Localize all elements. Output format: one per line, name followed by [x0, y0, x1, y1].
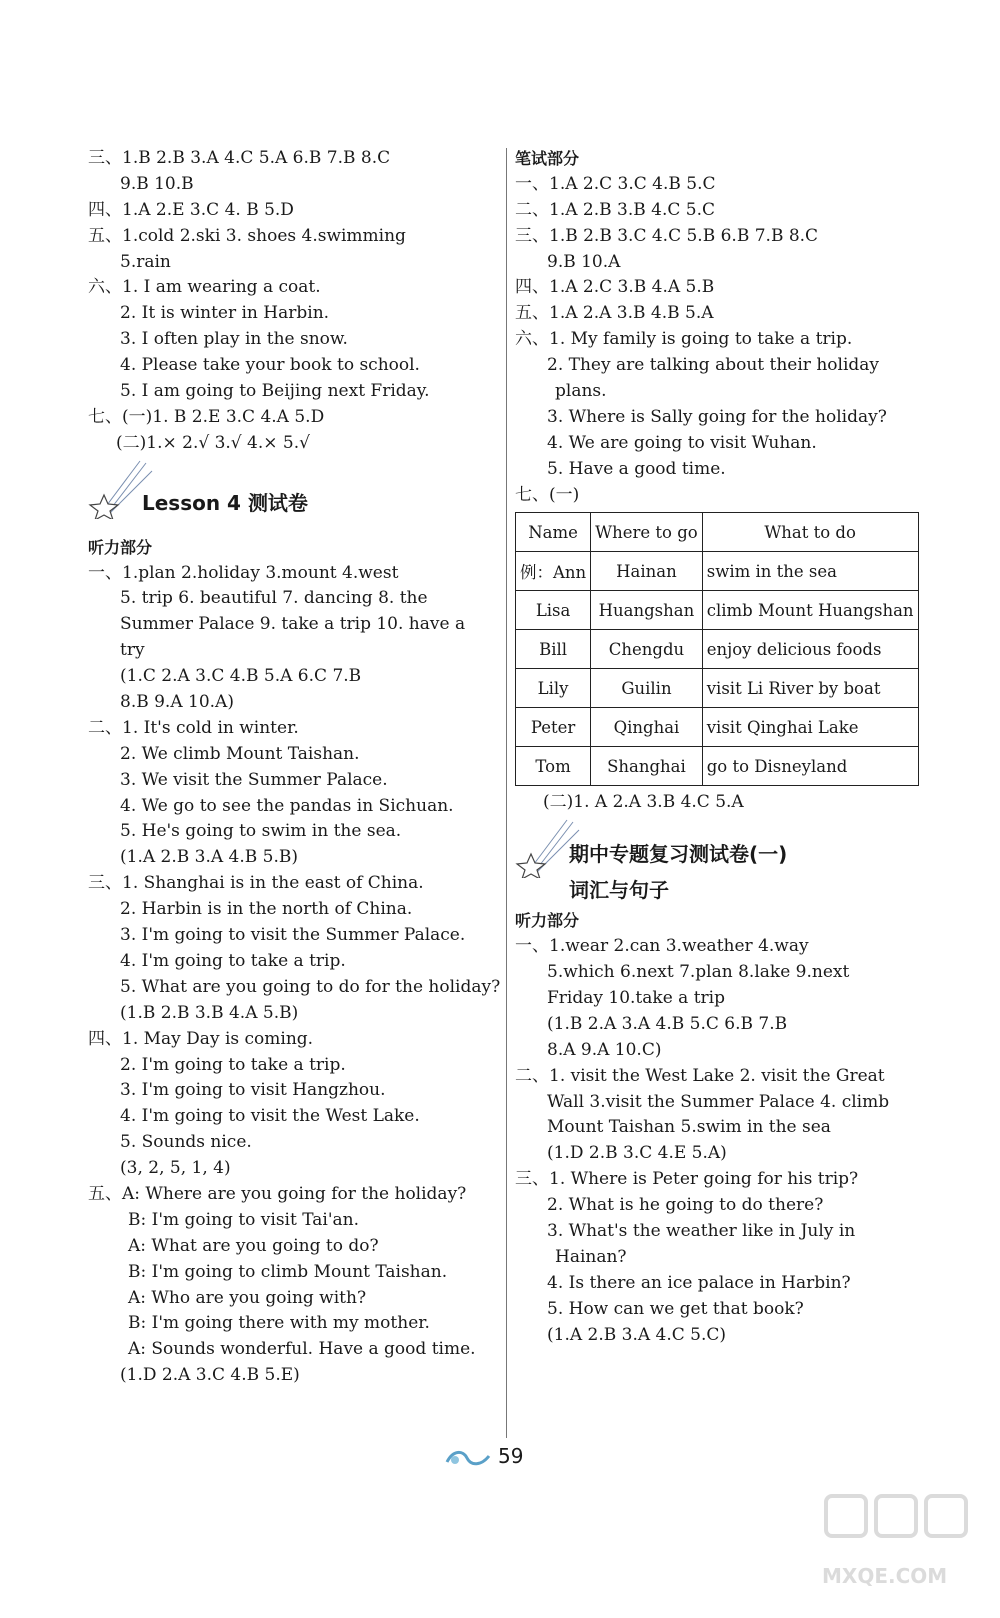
answer-line: 三、1.B 2.B 3.A 4.C 5.A 6.B 7.B 8.C — [88, 148, 391, 168]
answer-line: 二、1. visit the West Lake 2. visit the Great — [515, 1065, 885, 1086]
table-cell: enjoy delicious foods — [702, 630, 918, 669]
table-cell: 例：Ann — [516, 552, 591, 591]
table-header-row — [516, 513, 919, 552]
answer-line: (1.A 2.B 3.A 4.B 5.B) — [120, 847, 299, 868]
answer-line: 五、1.A 2.A 3.B 4.B 5.A — [515, 303, 714, 324]
answer-line: 二、1. It's cold in winter. — [88, 717, 299, 738]
midterm-title: 期中专题复习测试卷(一) — [569, 842, 788, 867]
listening-label: 听力部分 — [88, 537, 153, 557]
table-cell: visit Qinghai Lake — [702, 708, 918, 747]
table-row — [516, 747, 919, 786]
answer-line: 5. Sounds nice. — [120, 1132, 252, 1153]
lesson-title: Lesson 4 测试卷 — [142, 490, 308, 515]
answer-line: 3. What's the weather like in July in — [547, 1221, 856, 1242]
answer-line: 四、1.A 2.E 3.C 4. B 5.D — [88, 199, 294, 220]
answer-line: 一、1.A 2.C 3.C 4.B 5.C — [515, 173, 716, 194]
answer-line: 5. trip 6. beautiful 7. dancing 8. the — [120, 588, 428, 609]
answer-line: 一、1.plan 2.holiday 3.mount 4.west — [88, 562, 399, 583]
table-row — [516, 591, 919, 630]
answer-line: 四、1.A 2.C 3.B 4.A 5.B — [515, 277, 715, 298]
answer-line: 3. We visit the Summer Palace. — [120, 769, 388, 790]
answer-line: 三、1. Shanghai is in the east of China. — [88, 873, 424, 894]
table-header-what: What to do — [702, 513, 918, 552]
answer-line: 2. I'm going to take a trip. — [120, 1054, 346, 1075]
table-header-name: Name — [516, 513, 591, 552]
answer-line: 3. Where is Sally going for the holiday? — [547, 406, 887, 427]
table-cell: swim in the sea — [702, 552, 918, 591]
table-cell: Guilin — [591, 669, 703, 708]
answer-line: A: What are you going to do? — [128, 1235, 379, 1256]
answer-line: 七、(一)1. B 2.E 3.C 4.A 5.D — [88, 406, 325, 427]
answer-line: 5.which 6.next 7.plan 8.lake 9.next — [547, 962, 850, 983]
answer-line: (1.A 2.B 3.A 4.C 5.C) — [547, 1324, 727, 1345]
answer-line: 5. Have a good time. — [547, 458, 726, 479]
answer-line: 三、1.B 2.B 3.C 4.C 5.B 6.B 7.B 8.C — [515, 225, 819, 246]
answer-line: 9.B 10.A — [547, 251, 621, 272]
answer-line: 5. How can we get that book? — [547, 1298, 804, 1319]
answer-line: 8.B 9.A 10.A) — [120, 692, 234, 713]
table-row — [516, 630, 919, 669]
table-followup-answers: (二)1. A 2.A 3.B 4.C 5.A — [543, 792, 744, 813]
answer-line: (3, 2, 5, 1, 4) — [120, 1158, 231, 1179]
answer-line: 9.B 10.B — [120, 173, 194, 194]
table-cell: Qinghai — [591, 708, 703, 747]
answer-line: 3. I often play in the snow. — [120, 329, 348, 350]
table-row — [516, 552, 919, 591]
answer-line: 五、A: Where are you going for the holiday? — [88, 1183, 467, 1204]
answer-line: 5. I am going to Beijing next Friday. — [120, 381, 430, 402]
table-cell: visit Li River by boat — [702, 669, 918, 708]
lesson-heading — [88, 457, 503, 535]
table-cell: Lisa — [516, 591, 591, 630]
table-row — [516, 708, 919, 747]
answer-line: 5. What are you going to do for the holiday? — [120, 976, 501, 997]
answer-line: A: Sounds wonderful. Have a good time. — [128, 1339, 476, 1360]
answer-line: 4. Is there an ice palace in Harbin? — [547, 1272, 851, 1293]
answer-line: Mount Taishan 5.swim in the sea — [547, 1117, 831, 1138]
answer-line: 2. They are talking about their holiday — [547, 355, 880, 376]
site-watermark — [822, 1488, 972, 1588]
answer-line: 六、1. My family is going to take a trip. — [515, 329, 853, 350]
table-cell: Lily — [516, 669, 591, 708]
answer-list — [88, 146, 503, 457]
midterm-subtitle: 词汇与句子 — [569, 878, 669, 903]
left-column — [88, 146, 503, 1389]
answer-line: 一、1.wear 2.can 3.weather 4.way — [515, 936, 809, 957]
answer-line: 2. What is he going to do there? — [547, 1195, 824, 1216]
answer-line: Hainan? — [555, 1246, 627, 1267]
answer-line: Wall 3.visit the Summer Palace 4. climb — [547, 1091, 890, 1112]
answer-list — [515, 934, 930, 1348]
answer-line: (1.D 2.B 3.C 4.E 5.A) — [547, 1143, 727, 1164]
answer-line: B: I'm going there with my mother. — [128, 1313, 430, 1334]
page-ornament-icon — [445, 1448, 491, 1470]
table-header-where: Where to go — [591, 513, 703, 552]
midterm-heading — [515, 816, 930, 908]
answer-line: try — [120, 640, 145, 661]
answer-line: (1.B 2.A 3.A 4.B 5.C 6.B 7.B — [547, 1013, 788, 1034]
answer-line: plans. — [555, 381, 607, 402]
written-label: 笔试部分 — [515, 149, 580, 168]
answer-line: 2. Harbin is in the north of China. — [120, 899, 413, 920]
answer-line: 5.rain — [120, 251, 171, 272]
table-cell: Tom — [516, 747, 591, 786]
answer-line: (1.D 2.A 3.C 4.B 5.E) — [120, 1365, 300, 1386]
answer-line: B: I'm going to visit Tai'an. — [128, 1209, 359, 1230]
answer-line: 六、1. I am wearing a coat. — [88, 277, 321, 298]
answer-line: 四、1. May Day is coming. — [88, 1028, 314, 1049]
listening-label: 听力部分 — [515, 911, 580, 931]
table-cell: Shanghai — [591, 747, 703, 786]
answer-line: 2. It is winter in Harbin. — [120, 303, 330, 324]
answer-line: A: Who are you going with? — [128, 1287, 367, 1308]
answer-line: 4. I'm going to take a trip. — [120, 950, 346, 971]
answer-line: 8.A 9.A 10.C) — [547, 1039, 662, 1060]
answer-line: 五、1.cold 2.ski 3. shoes 4.swimming — [88, 225, 406, 246]
table-cell: go to Disneyland — [702, 747, 918, 786]
table-cell: Bill — [516, 630, 591, 669]
answer-line: 2. We climb Mount Taishan. — [120, 743, 360, 764]
table-cell: Chengdu — [591, 630, 703, 669]
answer-line: 4. We are going to visit Wuhan. — [547, 432, 817, 453]
table-cell: climb Mount Huangshan — [702, 591, 918, 630]
answer-line: 3. I'm going to visit Hangzhou. — [120, 1080, 386, 1101]
answer-line: Summer Palace 9. take a trip 10. have a — [120, 614, 466, 635]
answer-line: 4. Please take your book to school. — [120, 355, 420, 376]
answer-line: (二)1.× 2.√ 3.√ 4.× 5.√ — [116, 432, 310, 453]
answer-line: Friday 10.take a trip — [547, 988, 725, 1009]
page-number: 59 — [498, 1444, 524, 1468]
answer-line: 七、(一) — [515, 484, 580, 505]
answer-list — [88, 561, 503, 1390]
table-row — [516, 669, 919, 708]
table-cell: Peter — [516, 708, 591, 747]
travel-table — [515, 512, 919, 786]
table-cell: Hainan — [591, 552, 703, 591]
answer-line: (1.B 2.B 3.B 4.A 5.B) — [120, 1002, 299, 1023]
watermark-logo-icon — [822, 1488, 972, 1558]
answer-line: B: I'm going to climb Mount Taishan. — [128, 1261, 448, 1282]
answer-line: 三、1. Where is Peter going for his trip? — [515, 1169, 859, 1190]
answer-line: 3. I'm going to visit the Summer Palace. — [120, 925, 466, 946]
watermark-text: MXQE.COM — [822, 1564, 948, 1588]
answer-list — [515, 172, 930, 509]
right-column — [515, 146, 930, 1349]
table-cell: Huangshan — [591, 591, 703, 630]
answer-line: 二、1.A 2.B 3.B 4.C 5.C — [515, 199, 715, 220]
answer-line: 5. He's going to swim in the sea. — [120, 821, 402, 842]
answer-line: 4. I'm going to visit the West Lake. — [120, 1106, 420, 1127]
column-divider — [506, 148, 507, 1438]
answer-line: 4. We go to see the pandas in Sichuan. — [120, 795, 454, 816]
answer-line: (1.C 2.A 3.C 4.B 5.A 6.C 7.B — [120, 666, 362, 687]
